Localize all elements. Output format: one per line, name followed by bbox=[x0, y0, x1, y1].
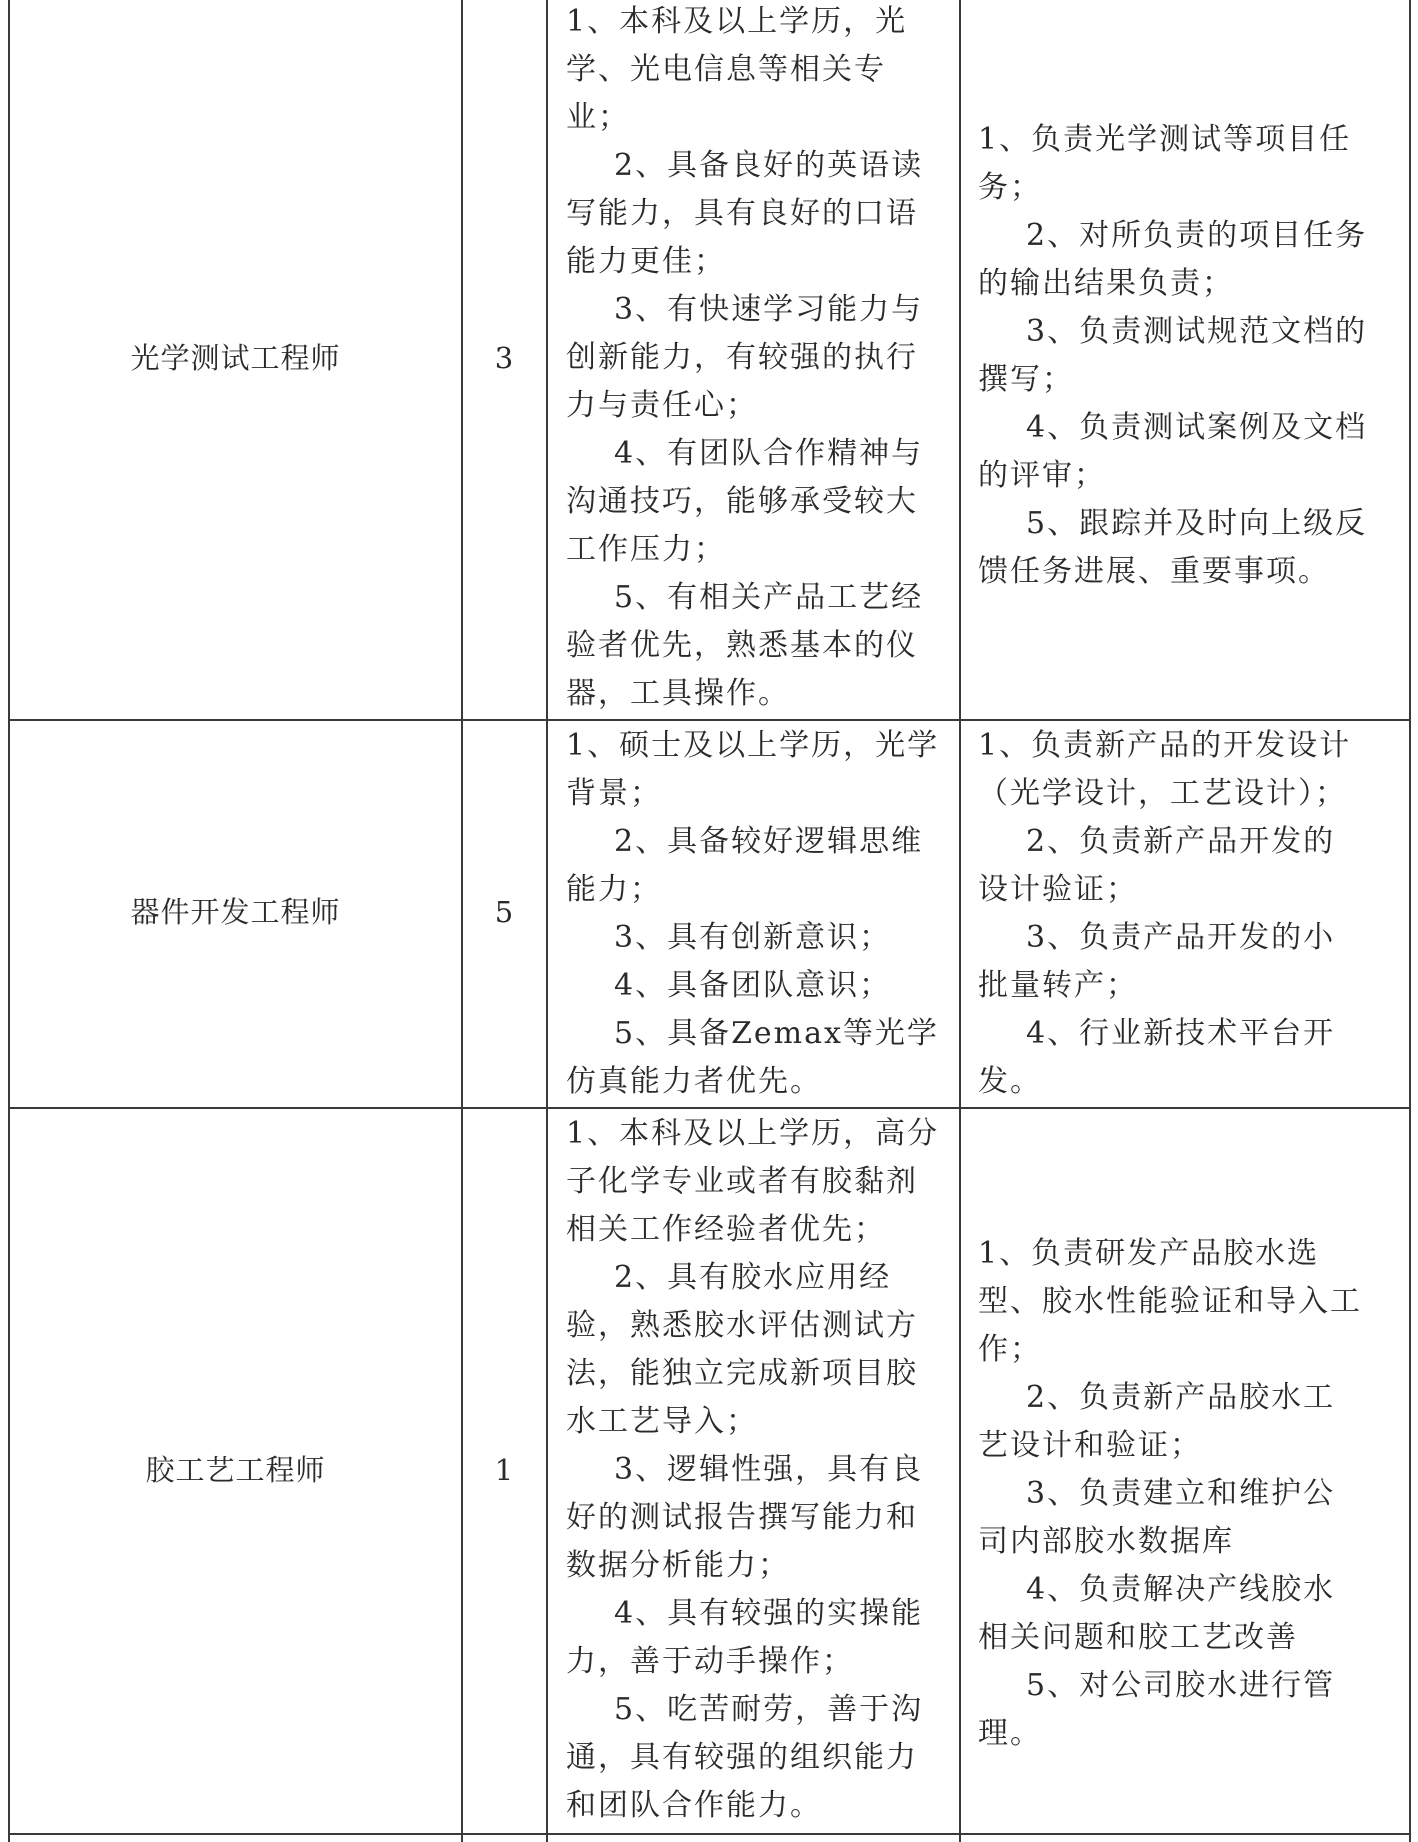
position-name: 器件开发工程师 bbox=[130, 895, 341, 929]
column-divider bbox=[546, 0, 548, 1842]
duty-item: 5、对公司胶水进行管理。 bbox=[978, 1668, 1336, 1751]
table-row bbox=[10, 0, 461, 719]
requirement-item: 4、有团队合作精神与沟通技巧，能够承受较大工作压力； bbox=[566, 436, 924, 567]
column-divider bbox=[959, 0, 961, 1842]
requirements-list bbox=[566, 722, 948, 1106]
duty-item: 1、负责光学测试等项目任务； bbox=[978, 122, 1352, 205]
duties-list bbox=[978, 116, 1374, 596]
requirement-item: 5、具备Zemax等光学仿真能力者优先。 bbox=[566, 1016, 939, 1099]
requirement-item: 3、有快速学习能力与创新能力，有较强的执行力与责任心； bbox=[566, 292, 924, 423]
requirement-item: 2、具备良好的英语读写能力，具有良好的口语能力更佳； bbox=[566, 148, 924, 279]
table-row bbox=[10, 1109, 461, 1833]
requirement-item: 2、具有胶水应用经验，熟悉胶水评估测试方法，能独立完成新项目胶水工艺导入； bbox=[566, 1260, 918, 1439]
requirement-item: 3、具有创新意识； bbox=[614, 920, 892, 955]
requirements-list bbox=[566, 1110, 948, 1830]
table-row bbox=[10, 721, 461, 1107]
requirement-item: 1、硕士及以上学历，光学背景； bbox=[566, 728, 940, 811]
duty-item: 2、负责新产品开发的设计验证； bbox=[978, 824, 1336, 907]
table-border-right bbox=[1409, 0, 1411, 1842]
requirement-item: 1、本科及以上学历，高分子化学专业或者有胶黏剂相关工作经验者优先； bbox=[566, 1116, 940, 1247]
row-divider bbox=[8, 1833, 1411, 1835]
headcount-cell bbox=[463, 721, 546, 1107]
duty-item: 4、负责测试案例及文档的评审； bbox=[978, 410, 1368, 493]
headcount: 1 bbox=[494, 1453, 515, 1487]
duties-list bbox=[978, 1230, 1362, 1758]
requirement-item: 5、吃苦耐劳，善于沟通，具有较强的组织能力和团队合作能力。 bbox=[566, 1692, 924, 1823]
headcount-cell bbox=[463, 1109, 546, 1833]
duty-item: 4、负责解决产线胶水相关问题和胶工艺改善 bbox=[978, 1572, 1336, 1655]
duty-item: 1、负责新产品的开发设计（光学设计，工艺设计）； bbox=[978, 728, 1352, 811]
duty-item: 1、负责研发产品胶水选型、胶水性能验证和导入工作； bbox=[978, 1236, 1362, 1367]
position-name: 胶工艺工程师 bbox=[145, 1453, 326, 1487]
requirements-list bbox=[566, 0, 944, 718]
duty-item: 3、负责产品开发的小批量转产； bbox=[978, 920, 1336, 1003]
requirement-item: 5、有相关产品工艺经验者优先，熟悉基本的仪器，工具操作。 bbox=[566, 580, 924, 711]
duty-item: 3、负责测试规范文档的撰写； bbox=[978, 314, 1368, 397]
duties-list bbox=[978, 722, 1362, 1106]
requirement-item: 1、本科及以上学历，光学、光电信息等相关专业； bbox=[566, 4, 908, 135]
duty-item: 2、负责新产品胶水工艺设计和验证； bbox=[978, 1380, 1336, 1463]
requirement-item: 4、具有较强的实操能力，善于动手操作； bbox=[566, 1596, 924, 1679]
requirement-item: 4、具备团队意识； bbox=[614, 968, 892, 1003]
duty-item: 5、跟踪并及时向上级反馈任务进展、重要事项。 bbox=[978, 506, 1368, 589]
headcount: 3 bbox=[494, 341, 515, 375]
headcount: 5 bbox=[494, 895, 515, 929]
requirement-item: 2、具备较好逻辑思维能力； bbox=[566, 824, 924, 907]
requirement-item: 3、逻辑性强，具有良好的测试报告撰写能力和数据分析能力； bbox=[566, 1452, 924, 1583]
duty-item: 2、对所负责的项目任务的输出结果负责； bbox=[978, 218, 1368, 301]
duty-item: 3、负责建立和维护公司内部胶水数据库 bbox=[978, 1476, 1336, 1559]
duty-item: 4、行业新技术平台开发。 bbox=[978, 1016, 1336, 1099]
position-name: 光学测试工程师 bbox=[130, 341, 341, 375]
headcount-cell bbox=[463, 0, 546, 719]
